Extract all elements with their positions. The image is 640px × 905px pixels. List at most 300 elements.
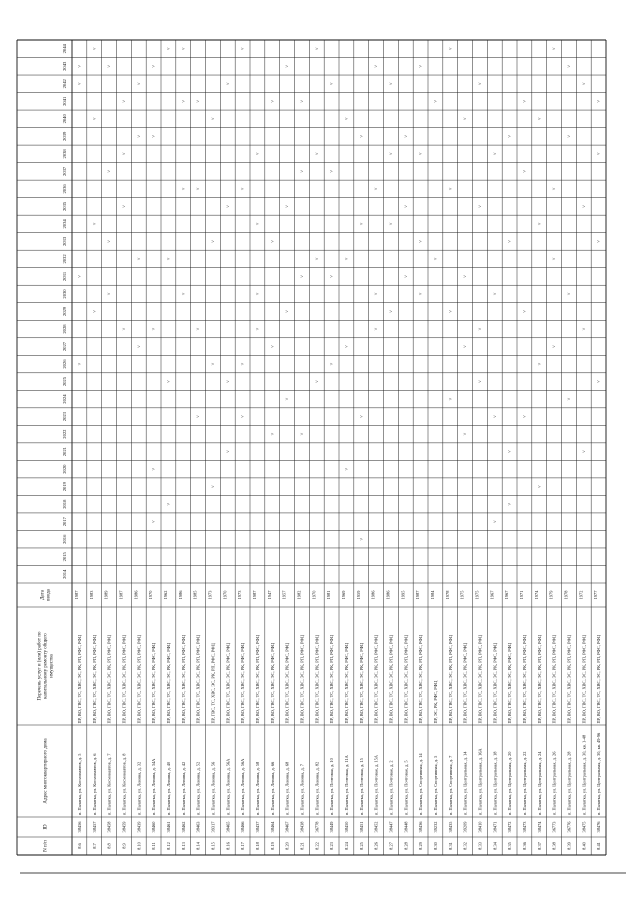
row-services: ПР, ГВС, ТС, ХВС, ЭС, РК, РП, РФС, РФЦ bbox=[210, 643, 216, 724]
row-address: п. Палатка, ул. Ленина, д. 58 bbox=[255, 761, 261, 815]
year-check-mark: ˅ bbox=[552, 187, 558, 191]
year-check-mark: ˅ bbox=[256, 292, 262, 296]
row-address: п. Палатка, ул. Почтовая, д. 11А bbox=[344, 755, 350, 815]
year-check-mark: ˅ bbox=[107, 292, 113, 296]
year-check-mark: ˅ bbox=[78, 82, 84, 86]
year-check-mark: ˅ bbox=[152, 467, 158, 471]
row-id: 38467 bbox=[284, 821, 290, 833]
row-services: ПР, ВО, ГВС, ТС, ХВС, ЭС, РК, РП, РФС, РФЦ bbox=[299, 634, 305, 724]
year-check-mark: ˅ bbox=[493, 292, 499, 296]
row-date: 1972 bbox=[578, 590, 584, 600]
year-check-mark: ˅ bbox=[137, 257, 143, 261]
year-check-mark: ˅ bbox=[92, 117, 98, 121]
year-check-mark: ˅ bbox=[196, 327, 202, 331]
row-address: п. Палатка, ул. Центральная, д. 30, кв. 49-96 bbox=[596, 732, 602, 815]
row-number: 8.39 bbox=[566, 842, 572, 850]
row-id: 38473 bbox=[522, 821, 528, 833]
year-check-mark: ˅ bbox=[493, 152, 499, 156]
row-address: п. Палатка, ул. Ленина, д. 34А bbox=[151, 758, 157, 815]
year-header-2030: 2030 bbox=[62, 289, 67, 299]
year-check-mark: ˅ bbox=[359, 134, 365, 138]
table-text bbox=[38, 43, 603, 851]
row-date: 1986 bbox=[177, 590, 183, 600]
row-address: п. Палатка, ул. Спортивная, д. 5 bbox=[433, 755, 439, 815]
year-check-mark: ˅ bbox=[330, 82, 336, 86]
year-check-mark: ˅ bbox=[107, 64, 113, 68]
year-check-mark: ˅ bbox=[270, 432, 276, 436]
year-check-mark: ˅ bbox=[463, 432, 469, 436]
row-address: п. Палатка, ул. Ленина, д. 68 bbox=[284, 761, 290, 815]
row-services: ПР, ВО, ГВС, ТС, ХВС, ЭС, РК, РФС, РФЦ bbox=[225, 642, 231, 724]
row-number: 8.33 bbox=[477, 842, 483, 850]
row-services: ПР, ВО, ГВС, ТС, ХВС, ЭС, РК, РП, РФС, РФЦ bbox=[373, 634, 379, 724]
row-id: 38437 bbox=[255, 821, 261, 833]
year-check-mark: ˅ bbox=[211, 362, 217, 366]
year-check-mark: ˅ bbox=[463, 275, 469, 278]
year-header-2022: 2022 bbox=[62, 429, 67, 439]
year-check-mark: ˅ bbox=[389, 222, 395, 226]
row-address: п. Палатка, ул. Космонавтов, д. 7 bbox=[106, 753, 112, 815]
row-address: п. Палатка, ул. Центральная, д. 26 bbox=[551, 751, 557, 815]
row-id: 38460 bbox=[151, 821, 157, 833]
row-services: ПР, ВО, ГВС, ТС, ХВС, ЭС, РК, РФС, РФЦ bbox=[269, 642, 275, 724]
row-number: 8.40 bbox=[581, 842, 587, 850]
year-check-mark: ˅ bbox=[181, 99, 187, 103]
row-services: ПР, ВО, ГВС, ТС, ХВС, ЭС, РК, РП, РФС, РФЦ bbox=[596, 634, 602, 724]
year-check-mark: ˅ bbox=[241, 47, 247, 51]
row-address: п. Палатка, ул. Центральная, д. 18 bbox=[492, 751, 498, 815]
year-check-mark: ˅ bbox=[256, 152, 262, 156]
row-services: ПР, ВО, ГВС, ТС, ХВС, ЭС, РК, РП, РФС, РФЦ bbox=[91, 634, 97, 724]
row-date: 1983 bbox=[88, 590, 94, 600]
year-header-2033: 2033 bbox=[62, 236, 67, 247]
year-check-mark: ˅ bbox=[389, 152, 395, 156]
row-date: 1986 bbox=[385, 590, 391, 600]
row-address: п. Палатка, ул. Ленина, д. 82 bbox=[314, 761, 320, 815]
year-check-mark: ˅ bbox=[167, 502, 173, 506]
row-address: п. Палатка, ул. Почтовая, д. 10 bbox=[329, 758, 335, 815]
row-id: 36778 bbox=[314, 821, 320, 833]
year-check-mark: ˅ bbox=[211, 240, 217, 243]
year-check-mark: ˅ bbox=[92, 310, 98, 313]
year-header-2040: 2040 bbox=[62, 114, 67, 124]
row-date: 1987 bbox=[118, 590, 124, 600]
year-check-mark: ˅ bbox=[300, 169, 306, 173]
year-check-mark: ˅ bbox=[137, 82, 143, 86]
row-id: 38471 bbox=[492, 821, 498, 833]
year-header-2027: 2027 bbox=[62, 341, 67, 352]
row-id: 36773 bbox=[551, 821, 557, 833]
year-check-mark: ˅ bbox=[181, 187, 187, 191]
row-services: ПР, ВО, ГВС, ТС, ХВС, ЭС, РК, РФС, РФЦ bbox=[507, 642, 513, 724]
row-services: ПР, ВО, ГВС, ТС, ХВС, ЭС, РК, РП, РФС, РФЦ bbox=[522, 634, 528, 724]
row-address: п. Палатка, ул. Центральная, д. 28 bbox=[566, 751, 572, 815]
year-check-mark: ˅ bbox=[78, 275, 84, 278]
row-address: п. Палатка, ул. Ленина, д. 32 bbox=[136, 761, 142, 815]
year-check-mark: ˅ bbox=[211, 485, 217, 489]
year-check-mark: ˅ bbox=[419, 292, 425, 296]
year-check-mark: ˅ bbox=[345, 467, 351, 471]
year-check-mark: ˅ bbox=[478, 82, 484, 86]
year-check-mark: ˅ bbox=[493, 520, 499, 524]
year-check-mark: ˅ bbox=[256, 327, 262, 331]
row-date: 1982 bbox=[296, 590, 302, 600]
year-check-mark: ˅ bbox=[389, 310, 395, 313]
year-check-mark: ˅ bbox=[315, 257, 321, 261]
year-check-mark: ˅ bbox=[404, 134, 410, 138]
row-number: 8.20 bbox=[284, 842, 290, 850]
year-check-mark: ˅ bbox=[359, 415, 365, 419]
row-address: п. Палатка, ул. Центральная, д. 16А bbox=[477, 748, 483, 815]
year-check-mark: ˅ bbox=[300, 275, 306, 278]
year-check-mark: ˅ bbox=[463, 117, 469, 121]
row-number: 8.23 bbox=[329, 842, 335, 850]
year-check-mark: ˅ bbox=[226, 82, 232, 86]
year-check-mark: ˅ bbox=[508, 502, 514, 506]
row-number: 8.37 bbox=[536, 842, 542, 850]
row-id: 38463 bbox=[195, 821, 201, 833]
row-number: 8.10 bbox=[136, 842, 142, 850]
header-num: N п/п bbox=[43, 840, 49, 852]
row-id: 38462 bbox=[180, 821, 186, 833]
header-date: Датаввода bbox=[40, 589, 52, 601]
row-id: 38456 bbox=[77, 821, 83, 833]
row-date: 1978 bbox=[444, 590, 450, 600]
year-check-mark: ˅ bbox=[345, 257, 351, 261]
year-check-mark: ˅ bbox=[167, 47, 173, 51]
row-services: ПР, ВО, ГВС, ТС, ХВС, ЭС, РК, РП, РФС, РФЦ bbox=[418, 634, 424, 724]
year-check-mark: ˅ bbox=[478, 380, 484, 383]
year-check-mark: ˅ bbox=[404, 275, 410, 278]
row-number: 8.15 bbox=[210, 842, 216, 850]
row-number: 8.16 bbox=[225, 842, 231, 850]
row-number: 8.17 bbox=[240, 842, 246, 850]
row-address: п. Палатка, ул. Космонавтов, д. 8 bbox=[121, 753, 127, 815]
row-date: 1967 bbox=[489, 590, 495, 600]
row-number: 8.7 bbox=[91, 843, 97, 849]
row-id: 38438 bbox=[299, 821, 305, 833]
year-check-mark: ˅ bbox=[508, 134, 514, 138]
row-date: 1975 bbox=[474, 590, 480, 600]
row-date: 1959 bbox=[355, 590, 361, 600]
row-number: 8.29 bbox=[418, 842, 424, 850]
row-number: 8.31 bbox=[447, 842, 453, 850]
row-address: п. Палатка, ул. Центральная, д. 20 bbox=[507, 751, 513, 815]
row-id: 39232 bbox=[433, 821, 439, 833]
year-check-mark: ˅ bbox=[226, 380, 232, 383]
row-number: 8.13 bbox=[180, 842, 186, 850]
year-header-2021: 2021 bbox=[62, 447, 67, 457]
year-check-mark: ˅ bbox=[567, 397, 573, 401]
year-check-mark: ˅ bbox=[597, 152, 603, 156]
row-address: п. Палатка, ул. Ленина, д. 7 bbox=[299, 764, 305, 815]
year-check-mark: ˅ bbox=[330, 275, 336, 278]
row-id: 39209 bbox=[462, 821, 468, 833]
year-check-mark: ˅ bbox=[552, 345, 558, 348]
year-check-mark: ˅ bbox=[537, 117, 543, 121]
row-id: 38476 bbox=[596, 821, 602, 833]
row-services: ПР, ВО, ГВС, ТС, ХВС, ЭС, РК, РП, РФС, РФЦ bbox=[180, 634, 186, 724]
row-address: п. Палатка, ул. Почтовая, д. 5 bbox=[403, 760, 409, 815]
row-number: 8.9 bbox=[121, 843, 127, 849]
year-check-mark: ˅ bbox=[152, 134, 158, 138]
year-check-mark: ˅ bbox=[359, 537, 365, 541]
year-check-mark: ˅ bbox=[463, 345, 469, 348]
row-address: п. Палатка, ул. Спортивная, д. 14 bbox=[418, 753, 424, 815]
row-id: 38451 bbox=[358, 821, 364, 833]
year-header-2025: 2025 bbox=[62, 376, 67, 387]
row-number: 8.35 bbox=[507, 842, 513, 850]
year-check-mark: ˅ bbox=[567, 134, 573, 138]
year-check-mark: ˅ bbox=[285, 397, 291, 401]
row-services: ПР, ВО, ГВС, ТС, ХВС, ЭС, РК, РП, РФС, РФЦ bbox=[77, 634, 83, 724]
row-date: 1989 bbox=[103, 590, 109, 600]
year-header-2039: 2039 bbox=[62, 131, 67, 141]
year-check-mark: ˅ bbox=[508, 450, 514, 454]
year-check-mark: ˅ bbox=[196, 187, 202, 191]
row-address: п. Палатка, ул. Почтовая, д. 2 bbox=[388, 760, 394, 815]
row-id: 38439 bbox=[136, 821, 142, 833]
row-services: ПР, ВО, ГВС, ТС, ХВС, ЭС, РК, РП, РФС, РФЦ bbox=[121, 634, 127, 724]
year-check-mark: ˅ bbox=[537, 362, 543, 366]
year-check-mark: ˅ bbox=[419, 152, 425, 156]
year-check-mark: ˅ bbox=[152, 64, 158, 68]
year-header-2018: 2018 bbox=[62, 499, 67, 509]
year-header-2044: 2044 bbox=[62, 44, 67, 54]
year-check-mark: ˅ bbox=[78, 362, 84, 366]
row-services: ПР, ВО, ГВС, ТС, ХВС, ЭС, РК, РП, РФС, РФЦ bbox=[551, 634, 557, 724]
row-date: 1987 bbox=[74, 590, 79, 600]
year-header-2032: 2032 bbox=[62, 254, 67, 264]
year-check-mark: ˅ bbox=[523, 169, 529, 173]
row-number: 8.41 bbox=[596, 842, 602, 850]
row-address: п. Палатка, ул. Ленина, д. 66 bbox=[269, 761, 275, 815]
row-number: 8.6 bbox=[77, 843, 83, 849]
row-date: 1978 bbox=[563, 590, 569, 600]
year-check-mark: ˅ bbox=[478, 204, 484, 208]
row-services: ПР, ВО, ГВС, ТС, ХВС, ЭС, РК, РП, РФС, РФЦ bbox=[136, 634, 142, 724]
row-services: ПР, ВО, ГВС, ТС, ХВС, ЭС, РК, РП, РФС, РФЦ bbox=[403, 634, 409, 724]
year-check-mark: ˅ bbox=[582, 204, 588, 208]
year-header-2034: 2034 bbox=[62, 219, 67, 229]
year-header-2036: 2036 bbox=[62, 184, 67, 194]
year-check-mark: ˅ bbox=[270, 345, 276, 348]
row-number: 8.8 bbox=[106, 843, 112, 849]
row-services: ПР, ВО, ГВС, ТС, ХВС, ЭС, РК, РФС, РФЦ bbox=[344, 642, 350, 724]
year-check-mark: ˅ bbox=[374, 292, 380, 296]
year-header-2019: 2019 bbox=[62, 482, 67, 492]
year-header-2015: 2015 bbox=[62, 552, 67, 562]
year-check-mark: ˅ bbox=[107, 169, 113, 173]
row-date: 1974 bbox=[533, 590, 539, 600]
row-date: 1984 bbox=[430, 590, 435, 600]
row-number: 8.30 bbox=[433, 842, 439, 850]
year-check-mark: ˅ bbox=[122, 99, 128, 103]
year-check-mark: ˅ bbox=[241, 362, 247, 366]
row-date: 1987 bbox=[252, 590, 257, 600]
row-services: ПР, ВО, ГВС, ТС, ХВС, ЭС, РК, РФС, РФЦ bbox=[284, 642, 290, 724]
row-date: 1979 bbox=[548, 590, 554, 600]
year-check-mark: ˅ bbox=[78, 64, 84, 68]
row-services: ПР, ВО, ГВС, ТС, ХВС, ЭС, РК, РП, РФС, РФЦ bbox=[388, 634, 394, 724]
table-grid bbox=[17, 40, 606, 855]
year-header-2035: 2035 bbox=[62, 201, 67, 211]
year-check-mark: ˅ bbox=[285, 204, 291, 208]
year-check-mark: ˅ bbox=[374, 64, 380, 68]
row-number: 8.26 bbox=[373, 842, 379, 850]
year-check-mark: ˅ bbox=[92, 222, 98, 226]
year-check-mark: ˅ bbox=[523, 415, 529, 419]
year-header-2017: 2017 bbox=[62, 517, 67, 527]
row-number: 8.12 bbox=[166, 842, 172, 850]
row-address: п. Палатка, ул. Почтовая, д. 15А bbox=[373, 755, 379, 815]
year-check-mark: ˅ bbox=[300, 432, 306, 436]
year-check-mark: ˅ bbox=[552, 257, 558, 261]
year-header-2020: 2020 bbox=[62, 464, 67, 474]
row-date: 1977 bbox=[593, 590, 599, 600]
row-services: ПР, ВО, ГВС, ТС, ХВС, ЭС, РК, РП, РФС, РФЦ bbox=[581, 634, 587, 724]
row-address: п. Палатка, ул. Спортивная, д. 7 bbox=[447, 755, 453, 815]
row-services: ПР, ВО, ГВС, ТС, ХВС, ЭС, РК, РП, РФС, РФЦ bbox=[195, 634, 201, 724]
year-check-mark: ˅ bbox=[241, 415, 247, 419]
year-check-mark: ˅ bbox=[92, 47, 98, 51]
row-id: 39317 bbox=[210, 821, 216, 833]
row-date: 1969 bbox=[341, 590, 346, 600]
row-id: 38475 bbox=[581, 821, 587, 833]
row-address: п. Палатка, ул. Ленина, д. 52 bbox=[195, 761, 201, 815]
row-number: 8.25 bbox=[358, 842, 364, 850]
year-check-mark: ˅ bbox=[270, 240, 276, 243]
row-services: ПР, ВО, ГВС, ТС, ХВС, ЭС, РК, РФС, РФЦ bbox=[358, 642, 364, 724]
row-number: 8.32 bbox=[462, 842, 468, 850]
year-check-mark: ˅ bbox=[537, 485, 543, 489]
row-services: ПР, ВО, ГВС, ТС, ХВС, ЭС, РК, РП, РФС, РФЦ bbox=[447, 634, 453, 724]
year-check-mark: ˅ bbox=[300, 99, 306, 103]
year-check-mark: ˅ bbox=[270, 99, 276, 103]
row-number: 8.14 bbox=[195, 842, 201, 850]
year-check-mark: ˅ bbox=[330, 362, 336, 366]
year-header-2024: 2024 bbox=[62, 394, 67, 404]
row-date: 1986 bbox=[133, 590, 139, 600]
row-services: ПР, ВО, ГВС, ТС, ХВС, ЭС, РК, РФС, РФЦ bbox=[166, 642, 172, 724]
year-check-mark: ˅ bbox=[448, 310, 454, 313]
row-date: 1987 bbox=[415, 590, 421, 600]
row-id: 38458 bbox=[106, 821, 112, 833]
row-services: ПР, ВО, ГВС, ТС, ХВС, ЭС, РК, РП, РФС, РФЦ bbox=[477, 634, 483, 724]
row-number: 8.36 bbox=[522, 842, 528, 850]
year-check-mark: ˅ bbox=[537, 222, 543, 226]
row-address: п. Палатка, ул. Ленина, д. 42 bbox=[180, 761, 186, 815]
year-check-mark: ˅ bbox=[256, 222, 262, 226]
row-number: 8.19 bbox=[269, 842, 275, 850]
row-id: 38410 bbox=[477, 821, 483, 833]
year-check-mark: ˅ bbox=[448, 47, 454, 51]
row-date: 1957 bbox=[281, 590, 287, 600]
year-check-mark: ˅ bbox=[567, 292, 573, 296]
year-check-mark: ˅ bbox=[107, 240, 113, 243]
year-check-mark: ˅ bbox=[226, 204, 232, 208]
row-services: ПР, ВО, ГВС, ТС, ХВС, ЭС, РК, РП, РФС, РФЦ bbox=[106, 634, 112, 724]
row-services: ПР, ВО, ГВС, ТС, ХВС, ЭС, РК, РП, РФС, РФЦ bbox=[566, 634, 572, 724]
row-date: 1986 bbox=[370, 590, 376, 600]
year-check-mark: ˅ bbox=[567, 64, 573, 68]
year-check-mark: ˅ bbox=[285, 310, 291, 313]
row-address: п. Палатка, ул. Центральная, д. 24 bbox=[536, 751, 542, 815]
row-id: 38465 bbox=[225, 821, 231, 833]
row-services: ПР, ВО, ГВС, ТС, ХВС, ЭС, РК, РФС, РФЦ bbox=[462, 642, 468, 724]
year-check-mark: ˅ bbox=[196, 415, 202, 419]
row-id: 38464 bbox=[269, 821, 275, 833]
row-address: п. Палатка, ул. Ленина, д. 56А bbox=[225, 758, 231, 815]
year-check-mark: ˅ bbox=[196, 99, 202, 103]
year-check-mark: ˅ bbox=[582, 450, 588, 454]
year-check-mark: ˅ bbox=[419, 240, 425, 243]
header-id: ID bbox=[43, 824, 49, 830]
row-number: 8.24 bbox=[344, 842, 350, 850]
year-check-mark: ˅ bbox=[448, 187, 454, 191]
header-address: Адрес многоквартирного дома bbox=[43, 738, 49, 804]
year-header-2026: 2026 bbox=[62, 359, 67, 369]
row-date: 1947 bbox=[266, 590, 272, 600]
year-check-mark: ˅ bbox=[404, 204, 410, 208]
year-header-2028: 2028 bbox=[62, 324, 67, 334]
row-number: 8.11 bbox=[151, 842, 157, 850]
year-header-2023: 2023 bbox=[62, 412, 67, 422]
row-number: 8.22 bbox=[314, 842, 320, 850]
year-check-mark: ˅ bbox=[582, 327, 588, 331]
row-number: 8.27 bbox=[388, 842, 394, 850]
year-check-mark: ˅ bbox=[374, 327, 380, 331]
row-date: 1970 bbox=[148, 590, 154, 600]
year-check-mark: ˅ bbox=[597, 240, 603, 243]
year-check-mark: ˅ bbox=[374, 187, 380, 191]
year-check-mark: ˅ bbox=[434, 257, 440, 261]
row-services: ПР, ЭС, РК, РФС, РФЦ bbox=[433, 680, 439, 724]
year-check-mark: ˅ bbox=[330, 169, 336, 173]
row-services: ПР, ВО, ГВС, ТС, ХВС, ЭС, РК, РФС, РФЦ bbox=[492, 642, 498, 724]
row-date: 1985 bbox=[192, 590, 198, 600]
year-check-mark: ˅ bbox=[419, 64, 425, 68]
year-check-mark: ˅ bbox=[448, 397, 454, 401]
row-id: 38466 bbox=[240, 821, 246, 833]
row-id: 38448 bbox=[403, 821, 409, 833]
row-date: 1981 bbox=[326, 590, 332, 600]
year-check-mark: ˅ bbox=[345, 117, 351, 121]
row-services: ПР, ВО, ГВС, ТС, ХВС, ЭС, РК, РП, РФС, РФЦ bbox=[536, 634, 542, 724]
year-check-mark: ˅ bbox=[389, 82, 395, 86]
row-id: 38450 bbox=[344, 821, 350, 833]
row-date: 1970 bbox=[222, 590, 228, 600]
year-check-mark: ˅ bbox=[508, 240, 514, 243]
row-address: п. Палатка, ул. Центральная, д. 30, кв. 1-48 bbox=[581, 734, 587, 815]
year-check-mark: ˅ bbox=[152, 327, 158, 331]
row-date: 1973 bbox=[237, 590, 243, 600]
year-check-mark: ˅ bbox=[137, 345, 143, 348]
year-check-mark: ˅ bbox=[122, 152, 128, 156]
year-header-2038: 2038 bbox=[62, 149, 67, 159]
row-id: 38436 bbox=[418, 821, 424, 833]
row-number: 8.38 bbox=[551, 842, 557, 850]
year-check-mark: ˅ bbox=[167, 380, 173, 383]
row-services: ПР, ВО, ГВС, ТС, ХВС, ЭС, РК, РП, РФС, РФЦ bbox=[255, 634, 261, 724]
year-check-mark: ˅ bbox=[582, 82, 588, 86]
year-check-mark: ˅ bbox=[315, 152, 321, 156]
year-check-mark: ˅ bbox=[523, 310, 529, 313]
row-date: 1962 bbox=[163, 590, 168, 600]
row-id: 38435 bbox=[447, 821, 453, 833]
year-header-2037: 2037 bbox=[62, 166, 67, 176]
row-date: 1995 bbox=[400, 590, 406, 600]
